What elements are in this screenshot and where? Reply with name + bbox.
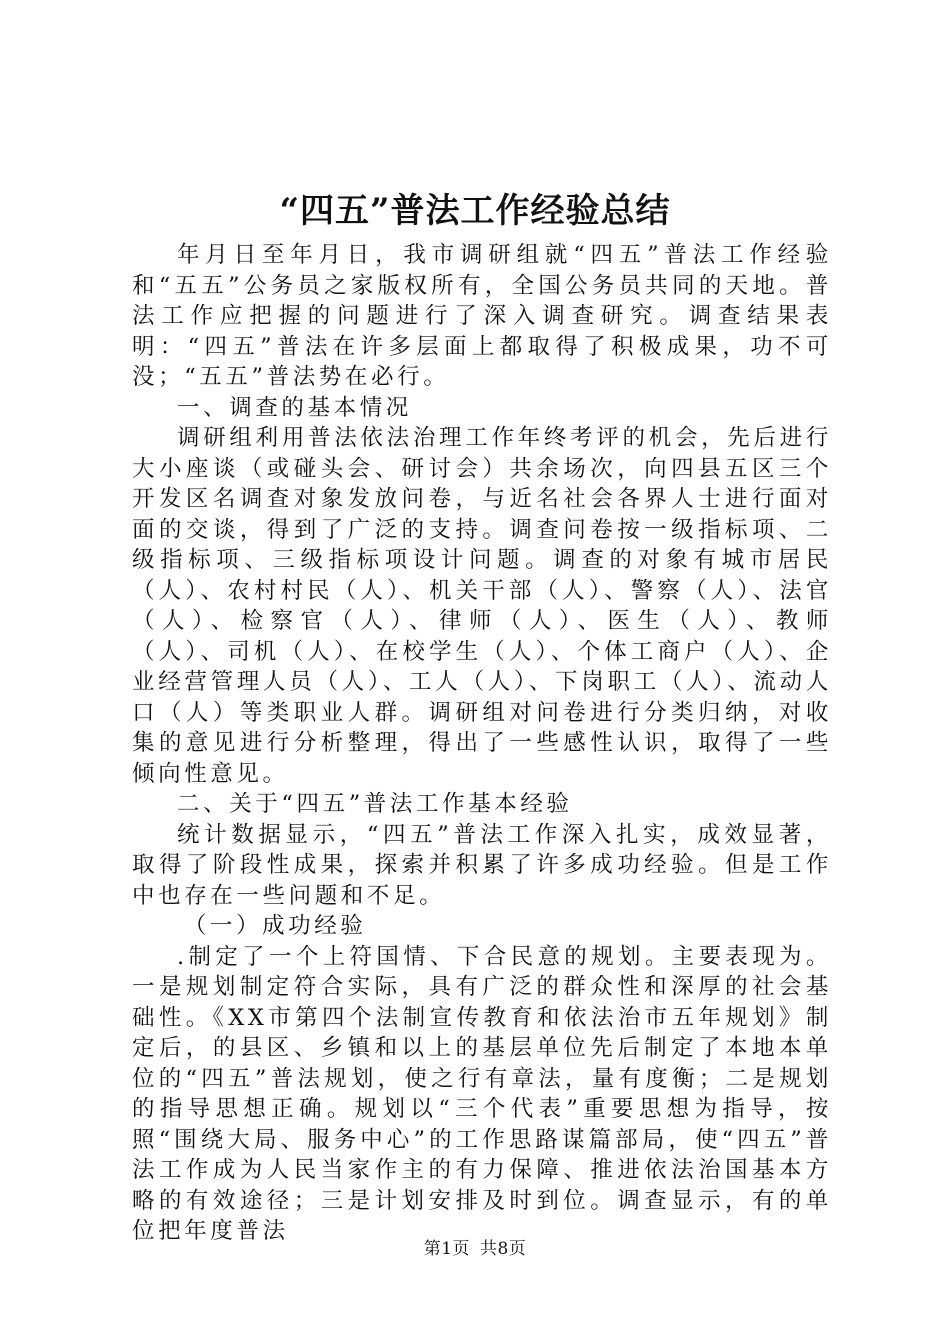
subsection-heading-1: （一）成功经验 [183, 913, 367, 939]
document-title: “四五”普法工作经验总结 [279, 191, 671, 231]
experience-paragraph: .制定了一个上符国情、下合民意的规划。主要表现为。一是规划制定符合实际，具有广泛的群众性和深厚的社会基础性。《XX市第四个法制宣传教育和依法治市五年规划》制定后，的县区、乡镇和以上的基层单位先后制定了本地本单位的“四五”普法规划，使之行有章法，量有度衡；二是规划的指导思想正确。规划以“三个代表”重要思想为指导，按照“围绕大局、服务中心”的工作思路谋篇部局，使“四五”普法工作成为人民当家作主的有力保障、推进依法治国基本方略的有效途径；三是计划安排及时到位。调查显示，有的单位把年度普法 [132, 943, 832, 1244]
page-number: 第1页 [423, 1239, 471, 1259]
intro-paragraph: 年月日至年月日，我市调研组就“四五”普法工作经验和“五五”公务员之家版权所有，全国公务员共同的天地。普法工作应把握的问题进行了深入调查研究。调查结果表明：“四五”普法在许多层面上都取得了积极成果，功不可没；“五五”普法势在必行。 [132, 242, 832, 390]
survey-paragraph: 调研组利用普法依法治理工作年终考评的机会，先后进行大小座谈（或碰头会、研讨会）共余场次，向四县五区三个开发区名调查对象发放问卷，与近名社会各界人士进行面对面的交谈，得到了广泛的支持。调查问卷按一级指标项、二级指标项、三级指标项设计问题。调查的对象有城市居民（人）、农村村民（人）、机关干部（人）、警察（人）、法官（人）、检察官（人）、律师（人）、医生（人）、教师（人）、司机（人）、在校学生（人）、个体工商户（人）、企业经营管理人员（人）、工人（人）、下岗职工（人）、流动人口（人）等类职业人群。调研组对问卷进行分类归纳，对收集的意见进行分析整理，得出了一些感性认识，取得了一些倾向性意见。 [132, 425, 832, 787]
page-total: 共8页 [479, 1239, 527, 1259]
statistics-paragraph: 统计数据显示，“四五”普法工作深入扎实，成效显著，取得了阶段性成果，探索并积累了许多成功经验。但是工作中也存在一些问题和不足。 [132, 821, 832, 909]
section-heading-2: 二、关于“四五”普法工作基本经验 [177, 791, 573, 817]
document-body [132, 240, 832, 1247]
section-heading-1: 一、调查的基本情况 [177, 394, 412, 421]
page-footer [0, 1234, 950, 1259]
